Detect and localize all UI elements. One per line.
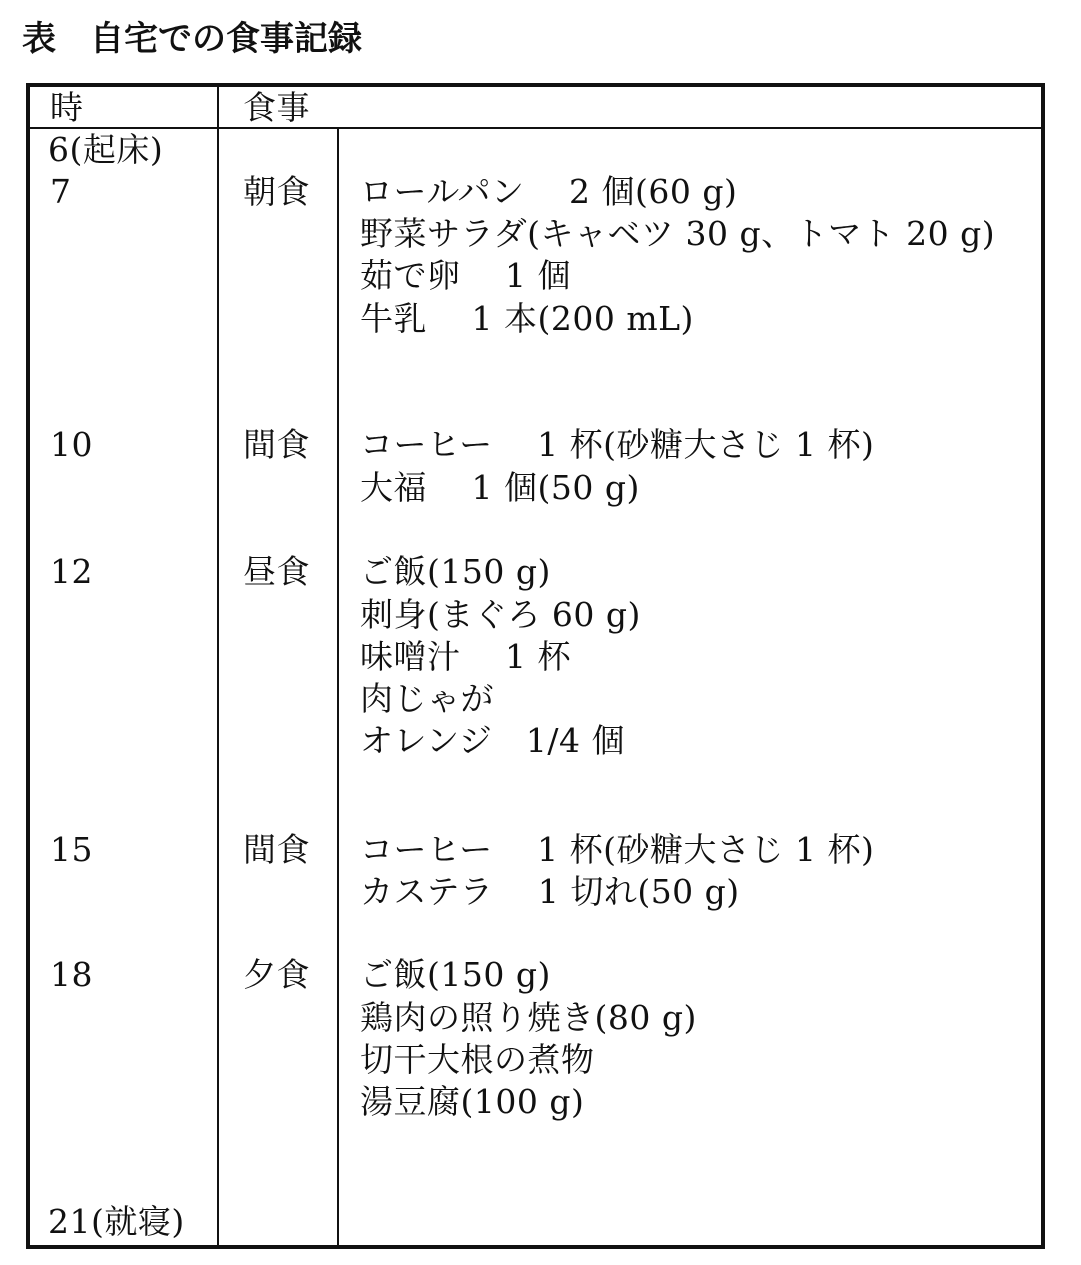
food-item: オレンジ 1/4 個 (360, 721, 625, 760)
food-item: コーヒー 1 杯(砂糖大さじ 1 杯) (360, 425, 875, 464)
food-item: 味噌汁 1 杯 (360, 637, 571, 676)
food-item: ご飯(150 g) (360, 552, 551, 591)
row-meal: 朝食 (243, 172, 310, 211)
food-item: 牛乳 1 本(200 mL) (360, 299, 694, 338)
food-item: コーヒー 1 杯(砂糖大さじ 1 杯) (360, 830, 875, 869)
header-meal: 食事 (243, 88, 310, 127)
row-meal: 間食 (243, 830, 310, 869)
meal-record-table (26, 83, 1045, 1249)
meal-column-divider (337, 127, 339, 1245)
row-meal: 間食 (243, 425, 310, 464)
food-item: ロールパン 2 個(60 g) (360, 172, 738, 211)
time-column-divider (217, 87, 219, 1245)
food-item: 刺身(まぐろ 60 g) (360, 595, 641, 634)
row-time: 18 (50, 955, 93, 994)
wake-time: 6(起床) (48, 130, 164, 169)
food-item: カステラ 1 切れ(50 g) (360, 872, 740, 911)
food-item: 野菜サラダ(キャベツ 30 g、トマト 20 g) (360, 214, 996, 253)
food-item: 鶏肉の照り焼き(80 g) (360, 998, 697, 1037)
row-time: 7 (50, 172, 72, 211)
header-time: 時 (50, 88, 84, 127)
row-time: 12 (50, 552, 93, 591)
food-item: ご飯(150 g) (360, 955, 551, 994)
food-item: 茹で卵 1 個 (360, 256, 571, 295)
header-divider (30, 127, 1041, 129)
row-time: 10 (50, 425, 93, 464)
food-item: 肉じゃが (360, 679, 494, 718)
table-title: 表 自宅での食事記録 (22, 19, 362, 59)
food-item: 切干大根の煮物 (360, 1040, 595, 1079)
row-meal: 夕食 (243, 955, 310, 994)
sleep-time: 21(就寝) (48, 1202, 185, 1241)
row-meal: 昼食 (243, 552, 310, 591)
row-time: 15 (50, 830, 93, 869)
food-item: 大福 1 個(50 g) (360, 468, 640, 507)
food-item: 湯豆腐(100 g) (360, 1082, 585, 1121)
